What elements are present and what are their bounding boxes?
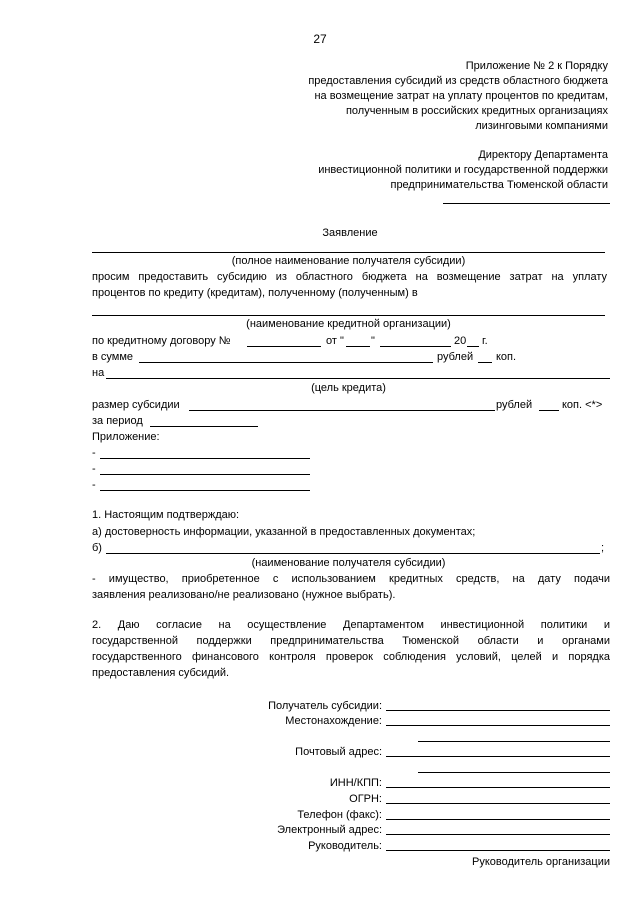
appendix-line-2: предоставления субсидий из средств областного бюджета — [308, 75, 608, 87]
subsidy-label: размер субсидии — [92, 399, 180, 411]
attachment-line-3 — [100, 490, 310, 491]
confirm-item-a: а) достоверность информации, указанной в предоставленных документах; — [92, 526, 476, 538]
contract-from-label: от " — [326, 335, 344, 347]
ogrn-label: ОГРН: — [349, 793, 382, 805]
period-field-line — [150, 426, 258, 427]
confirm-hint: (наименование получателя субсидии) — [251, 557, 446, 569]
purpose-field-line — [106, 378, 610, 379]
confirm-heading: 1. Настоящим подтверждаю: — [92, 509, 240, 521]
subsidy-rubles-label: рублей — [496, 399, 533, 411]
consent-line-1: 2. Даю согласие на осуществление Департаментом инвестиционной политики и — [92, 619, 610, 631]
property-line-1: - имущество, приобретенное с использованием кредитных средств, на дату подачи — [92, 573, 610, 585]
page-number: 27 — [313, 32, 327, 46]
consent-line-4: предоставления субсидий. — [92, 667, 230, 679]
document-title: Заявление — [322, 227, 378, 239]
sum-kop-label: коп. — [496, 351, 517, 363]
appendix-line-5: лизинговыми компаниями — [475, 120, 608, 132]
contract-month-line — [380, 346, 451, 347]
postal-label: Почтовый адрес: — [295, 746, 382, 758]
attachments-label: Приложение: — [92, 431, 160, 443]
sum-label: в сумме — [92, 351, 134, 363]
request-line-2: процентов по кредиту (кредитам), полученному (полученным) в — [92, 287, 418, 299]
postal-line-2 — [418, 772, 610, 773]
postal-line — [386, 756, 610, 757]
contract-year-suffix: г. — [482, 335, 488, 347]
subsidy-field-line — [189, 410, 495, 411]
phone-label: Телефон (факс): — [297, 809, 382, 821]
location-line — [386, 725, 610, 726]
contract-quote: " — [371, 335, 375, 347]
subsidy-kop-label: коп. <*> — [562, 399, 603, 411]
confirm-item-b-label: б) — [92, 542, 102, 554]
addressee-line-1: Директору Департамента — [478, 149, 608, 161]
head-label: Руководитель: — [308, 840, 382, 852]
request-line-1: просим предоставить субсидию из областного бюджета на возмещение затрат на уплату — [92, 271, 607, 283]
property-line-2: заявления реализовано/не реализовано (нужное выбрать). — [92, 589, 396, 601]
inn-kpp-line — [386, 787, 610, 788]
consent-line-2: государственной поддержки предпринимательства Тюменской области и органами — [92, 635, 610, 647]
period-label: за период — [92, 415, 143, 427]
confirm-item-b-line — [106, 553, 600, 554]
sum-rubles-label: рублей — [437, 351, 474, 363]
inn-kpp-label: ИНН/КПП: — [329, 777, 382, 789]
sum-field-line — [139, 362, 433, 363]
head-caption: Руководитель организации — [471, 856, 610, 868]
consent-line-3: государственного финансового контроля проверок соблюдения условий, целей и порядка — [92, 651, 610, 663]
confirm-item-b-end: ; — [601, 542, 605, 554]
bank-field-line — [92, 315, 605, 316]
bank-hint: (наименование кредитной организации) — [246, 318, 451, 330]
recipient-line — [386, 710, 610, 711]
attachment-bullet-3: - — [92, 479, 96, 491]
addressee-line-2: инвестиционной политики и государственной поддержки — [318, 164, 608, 176]
email-line — [386, 834, 610, 835]
ogrn-line — [386, 803, 610, 804]
phone-line — [386, 819, 610, 820]
contract-number-line — [247, 346, 321, 347]
contract-day-line — [346, 346, 370, 347]
addressee-signature-line — [443, 203, 610, 204]
appendix-line-1: Приложение № 2 к Порядку — [465, 60, 608, 72]
appendix-line-3: на возмещение затрат на уплату процентов по кредитам, — [314, 90, 608, 102]
head-line — [386, 850, 610, 851]
sum-kop-line — [478, 362, 492, 363]
subsidy-kop-line — [539, 410, 559, 411]
purpose-hint: (цель кредита) — [311, 382, 386, 394]
contract-year-prefix: 20 — [454, 335, 467, 347]
location-label: Местонахождение: — [285, 715, 382, 727]
addressee-line-3: предпринимательства Тюменской области — [390, 179, 608, 191]
contract-label: по кредитному договору № — [92, 335, 231, 347]
appendix-line-4: полученным в российских кредитных организациях — [345, 105, 608, 117]
contract-year-line — [467, 346, 479, 347]
purpose-label: на — [92, 367, 105, 379]
attachment-line-1 — [100, 458, 310, 459]
location-line-2 — [418, 741, 610, 742]
recipient-field-line — [92, 252, 605, 253]
recipient-hint: (полное наименование получателя субсидии) — [231, 255, 466, 267]
attachment-line-2 — [100, 474, 310, 475]
attachment-bullet-2: - — [92, 463, 96, 475]
email-label: Электронный адрес: — [277, 824, 382, 836]
attachment-bullet-1: - — [92, 447, 96, 459]
recipient-label: Получатель субсидии: — [268, 700, 382, 712]
